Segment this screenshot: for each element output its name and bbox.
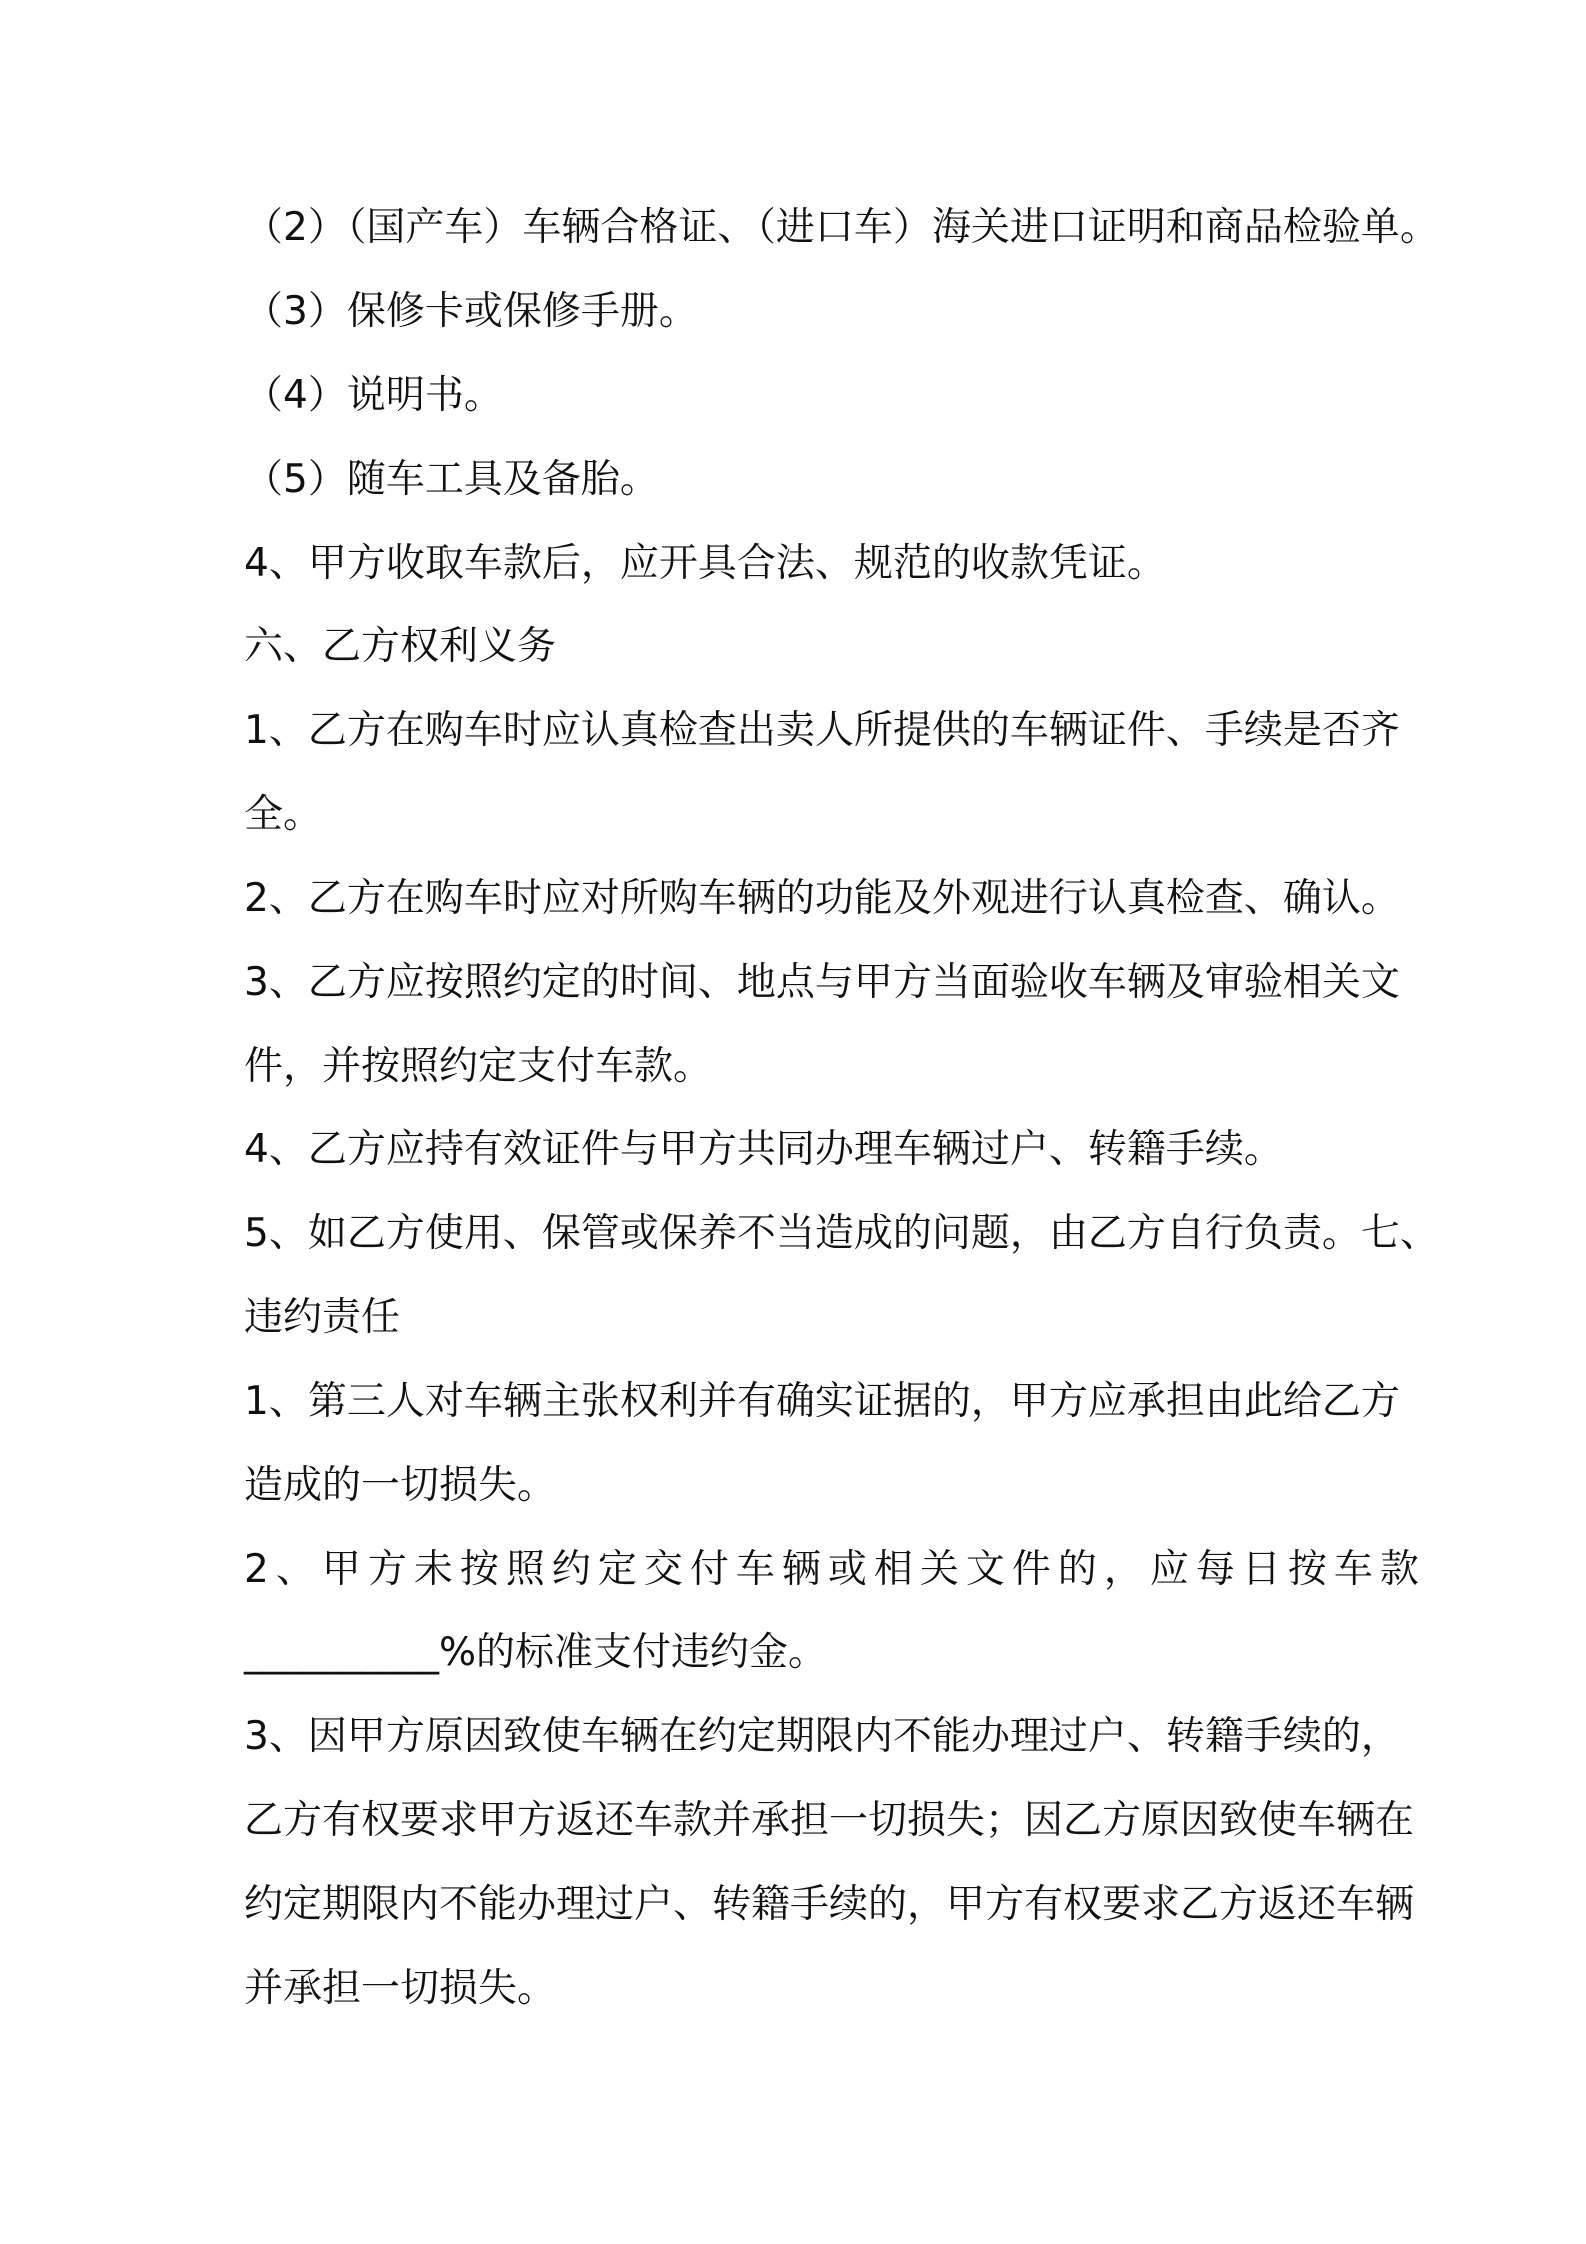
text-line: 约定期限内不能办理过户、转籍手续的，甲方有权要求乙方返还车辆 xyxy=(244,1882,1415,1927)
section-heading: 违约责任 xyxy=(244,1295,401,1340)
section-heading: 六、乙方权利义务 xyxy=(244,624,557,669)
text-line: 造成的一切损失。 xyxy=(244,1463,557,1508)
text-line: 2、乙方在购车时应对所购车辆的功能及外观进行认真检查、确认。 xyxy=(244,876,1400,921)
blank-fill-line: __________%的标准支付违约金。 xyxy=(244,1630,828,1675)
text-line: 并承担一切损失。 xyxy=(244,1966,557,2011)
text-line: 4、甲方收取车款后，应开具合法、规范的收款凭证。 xyxy=(244,541,1166,586)
text-line: （5）随车工具及备胎。 xyxy=(244,457,659,502)
text-line: （2）（国产车）车辆合格证、（进口车）海关进口证明和商品检验单。 xyxy=(244,205,1439,250)
text-line: 3、乙方应按照约定的时间、地点与甲方当面验收车辆及审验相关文 xyxy=(244,960,1400,1005)
text-line: 全。 xyxy=(244,792,323,837)
text-line: 1、第三人对车辆主张权利并有确实证据的，甲方应承担由此给乙方 xyxy=(244,1379,1400,1424)
text-line: （3）保修卡或保修手册。 xyxy=(244,289,698,334)
text-line: 乙方有权要求甲方返还车款并承担一切损失；因乙方原因致使车辆在 xyxy=(244,1798,1415,1843)
text-line: 1、乙方在购车时应认真检查出卖人所提供的车辆证件、手续是否齐 xyxy=(244,708,1400,753)
text-line: 2、甲方未按照约定交付车辆或相关文件的，应每日按车款 xyxy=(244,1547,1426,1592)
text-line: 4、乙方应持有效证件与甲方共同办理车辆过户、转籍手续。 xyxy=(244,1127,1283,1172)
text-line: （4）说明书。 xyxy=(244,373,503,418)
text-line: 件，并按照约定支付车款。 xyxy=(244,1044,713,1089)
text-line: 3、因甲方原因致使车辆在约定期限内不能办理过户、转籍手续的， xyxy=(244,1714,1400,1759)
text-line: 5、如乙方使用、保管或保养不当造成的问题，由乙方自行负责。七、 xyxy=(244,1211,1439,1256)
